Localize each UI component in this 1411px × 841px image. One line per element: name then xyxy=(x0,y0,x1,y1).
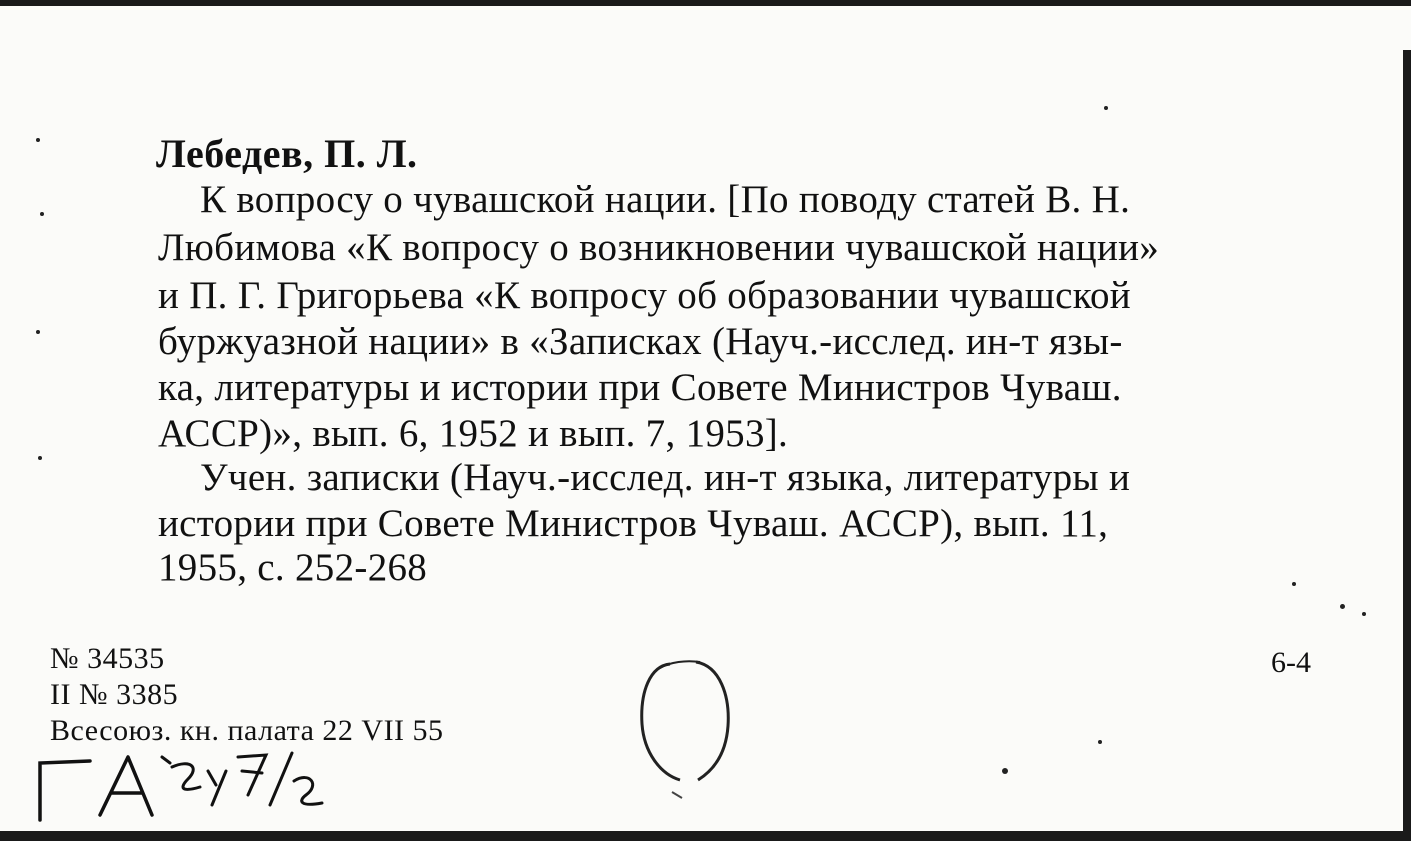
scan-speck xyxy=(1002,768,1008,774)
author-name: Лебедев, П. Л. xyxy=(156,131,418,176)
scan-speck xyxy=(1292,582,1296,586)
card-number: № 34535 xyxy=(50,642,165,675)
classification-code: 6-4 xyxy=(1271,646,1311,679)
scan-speck xyxy=(1104,106,1108,110)
body-line-3: и П. Г. Григорьева «К вопросу об образовании чувашской xyxy=(158,274,1131,317)
body-line-4: буржуазной нации» в «Записках (Науч.-исслед. ин-т язы- xyxy=(158,320,1123,363)
scan-speck xyxy=(36,330,40,334)
stamp-circle-icon xyxy=(630,652,740,802)
scan-speck xyxy=(38,456,42,460)
scan-speck xyxy=(1340,604,1345,609)
scan-speck xyxy=(1362,612,1366,616)
scan-speck xyxy=(1098,740,1102,744)
body-line-6: АССР)», вып. 6, 1952 и вып. 7, 1953]. xyxy=(158,412,789,455)
scan-speck xyxy=(40,212,44,216)
body-line-5: ка, литературы и истории при Совете Министров Чуваш. xyxy=(158,366,1122,409)
card-top-edge xyxy=(0,0,1411,6)
scan-speck xyxy=(36,138,40,142)
card-right-edge xyxy=(1403,50,1411,841)
body-line-9: 1955, с. 252-268 xyxy=(158,546,428,589)
registry-number: II № 3385 xyxy=(50,678,179,711)
body-line-2: Любимова «К вопросу о возникновении чувашской нации» xyxy=(158,226,1160,269)
handwritten-note-signature xyxy=(30,735,360,835)
body-line-1: К вопросу о чувашской нации. [По поводу статей В. Н. xyxy=(200,178,1131,221)
publisher-line: Всесоюз. кн. палата 22 VII 55 xyxy=(50,714,444,747)
body-line-7: Учен. записки (Науч.-исслед. ин-т языка, литературы и xyxy=(200,456,1131,499)
body-line-8: истории при Совете Министров Чуваш. АССР), вып. 11, xyxy=(158,502,1109,545)
